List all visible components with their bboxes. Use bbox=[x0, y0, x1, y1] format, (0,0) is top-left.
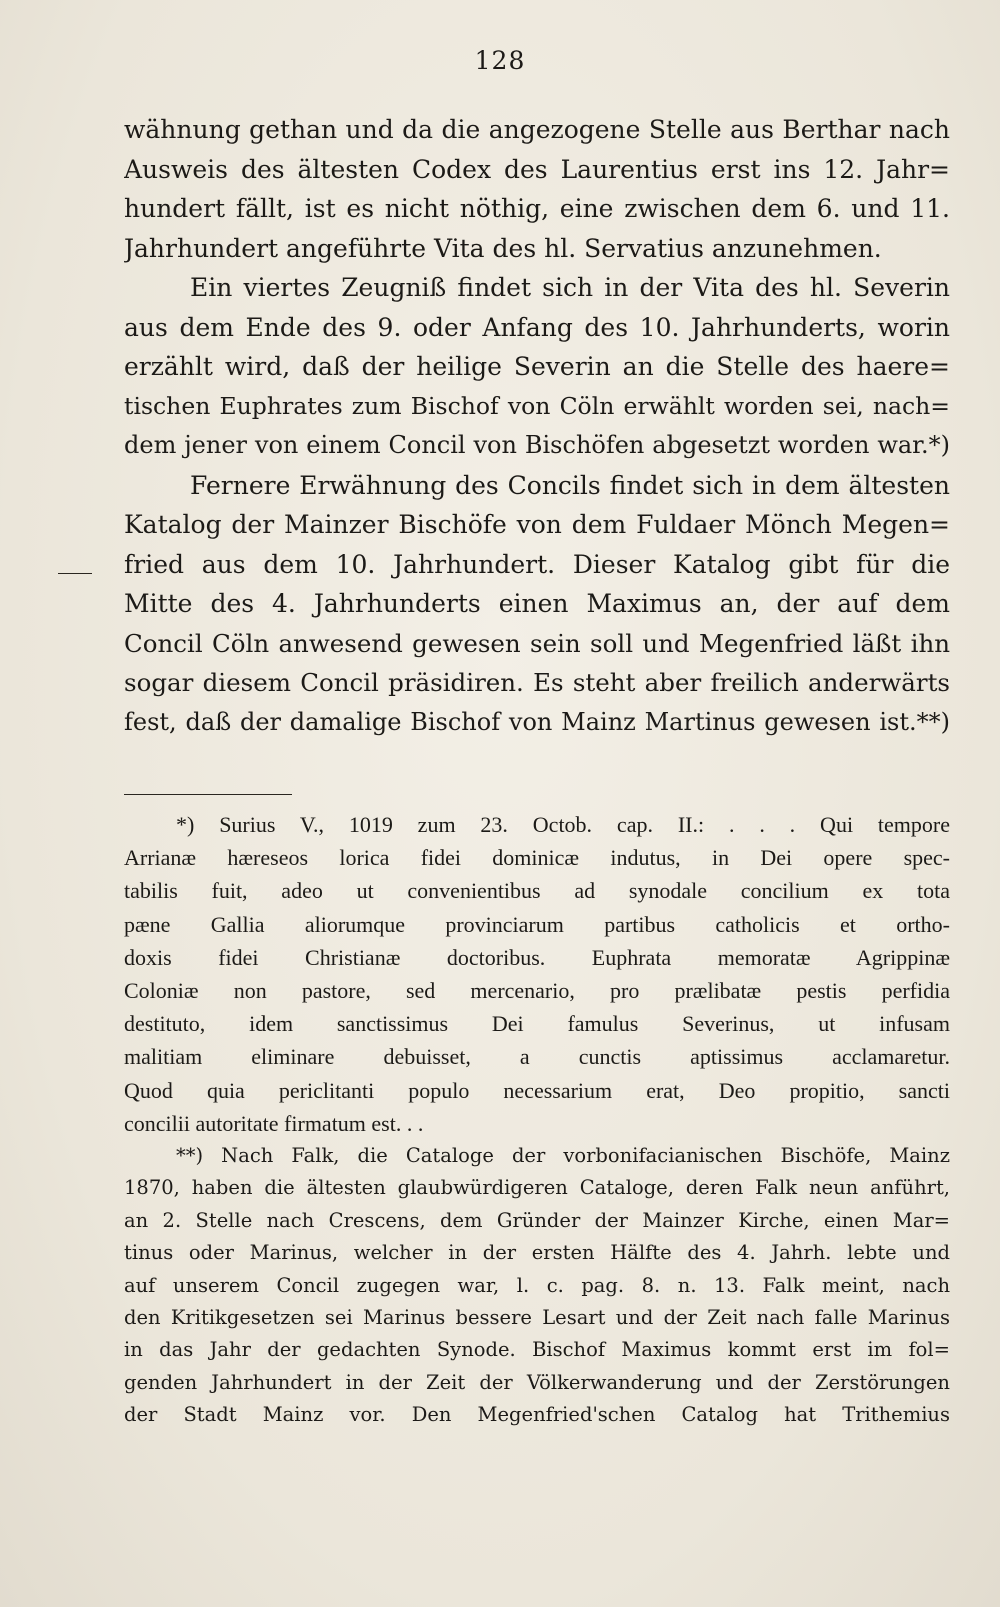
text-line: erzählt wird, daß der heilige Severin an die Stelle des haere= bbox=[124, 352, 950, 381]
footnote-line: an 2. Stelle nach Crescens, dem Gründer der Mainzer Kirche, einen Mar= bbox=[124, 1208, 950, 1232]
text-line: dem jener von einem Concil von Bischöfen abgesetzt worden war.*) bbox=[124, 431, 950, 459]
footnote-line: tinus oder Marinus, welcher in der ersten Hälfte des 4. Jahrh. lebte und bbox=[124, 1241, 950, 1265]
margin-mark bbox=[58, 573, 92, 574]
footnote-line: malitiam eliminare debuisset, a cunctis aptissimus acclamaretur. bbox=[124, 1044, 950, 1070]
text-line: Ausweis des ältesten Codex des Laurentius erst ins 12. Jahr= bbox=[124, 154, 950, 184]
footnote-line: der Stadt Mainz vor. Den Megenfried'schen Catalog hat Trithemius bbox=[124, 1403, 950, 1427]
text-line: Mitte des 4. Jahrhunderts einen Maximus an, der auf dem bbox=[124, 589, 950, 618]
footnote-line: doxis fidei Christianæ doctoribus. Euphrata memoratæ Agrippinæ bbox=[124, 944, 950, 970]
footnote-line: auf unserem Concil zugegen war, l. c. pag. 8. n. 13. Falk meint, nach bbox=[124, 1273, 950, 1297]
text-line: aus dem Ende des 9. oder Anfang des 10. Jahrhunderts, worin bbox=[124, 312, 950, 342]
text-line: hundert fällt, ist es nicht nöthig, eine zwischen dem 6. und 11. bbox=[124, 194, 950, 223]
main-text bbox=[124, 110, 950, 742]
footnote-line: pæne Gallia aliorumque provinciarum partibus catholicis et ortho- bbox=[124, 911, 950, 937]
footnote-line: Quod quia periclitanti populo necessarium erat, Deo propitio, sancti bbox=[124, 1077, 950, 1103]
footnote-2 bbox=[124, 1140, 950, 1432]
footnote-line: genden Jahrhundert in der Zeit der Völkerwanderung und der Zerstörungen bbox=[124, 1370, 950, 1394]
text-line: Fernere Erwähnung des Concils findet sich in dem ältesten bbox=[190, 470, 950, 500]
text-line: wähnung gethan und da die angezogene Stelle aus Berthar nach bbox=[124, 115, 950, 144]
text-line: Katalog der Mainzer Bischöfe von dem Fuldaer Mönch Megen= bbox=[124, 510, 950, 539]
footnote-line: Coloniæ non pastore, sed mercenario, pro prælibatæ pestis perfidia bbox=[124, 977, 950, 1003]
page-number: 128 bbox=[474, 46, 526, 75]
text-line: tischen Euphrates zum Bischof von Cöln erwählt worden sei, nach= bbox=[124, 391, 950, 420]
footnote-line: concilii autoritate firmatum est. . . bbox=[124, 1110, 424, 1136]
footnote-line: tabilis fuit, adeo ut convenientibus ad synodale concilium ex tota bbox=[124, 878, 950, 904]
text-line: Ein viertes Zeugniß findet sich in der Vita des hl. Severin bbox=[190, 273, 950, 302]
footnote-line: *) Surius V., 1019 zum 23. Octob. cap. II.: . . . Qui tempore bbox=[176, 812, 950, 837]
footnote-line: den Kritikgesetzen sei Marinus bessere Lesart und der Zeit nach falle Marinus bbox=[124, 1305, 950, 1329]
footnote-line: Arrianæ hæreseos lorica fidei dominicæ indutus, in Dei opere spec- bbox=[124, 845, 950, 871]
footnote-line: **) Nach Falk, die Cataloge der vorbonifacianischen Bischöfe, Mainz bbox=[176, 1144, 950, 1167]
text-line: Jahrhundert angeführte Vita des hl. Servatius anzunehmen. bbox=[124, 233, 882, 263]
text-line: Concil Cöln anwesend gewesen sein soll und Megenfried läßt ihn bbox=[124, 628, 950, 658]
footnote-line: 1870, haben die ältesten glaubwürdigeren Cataloge, deren Falk neun anführt, bbox=[124, 1176, 950, 1200]
footnote-1 bbox=[124, 808, 950, 1140]
footnote-line: in das Jahr der gedachten Synode. Bischof Maximus kommt erst im fol= bbox=[124, 1338, 950, 1362]
text-line: fest, daß der damalige Bischof von Mainz Martinus gewesen ist.**) bbox=[124, 707, 950, 736]
text-line: fried aus dem 10. Jahrhundert. Dieser Katalog gibt für die bbox=[124, 549, 950, 579]
text-line: sogar diesem Concil präsidiren. Es steht aber freilich anderwärts bbox=[124, 668, 950, 697]
footnote-line: destituto, idem sanctissimus Dei famulus Severinus, ut infusam bbox=[124, 1011, 950, 1037]
footnote-separator bbox=[124, 794, 292, 795]
